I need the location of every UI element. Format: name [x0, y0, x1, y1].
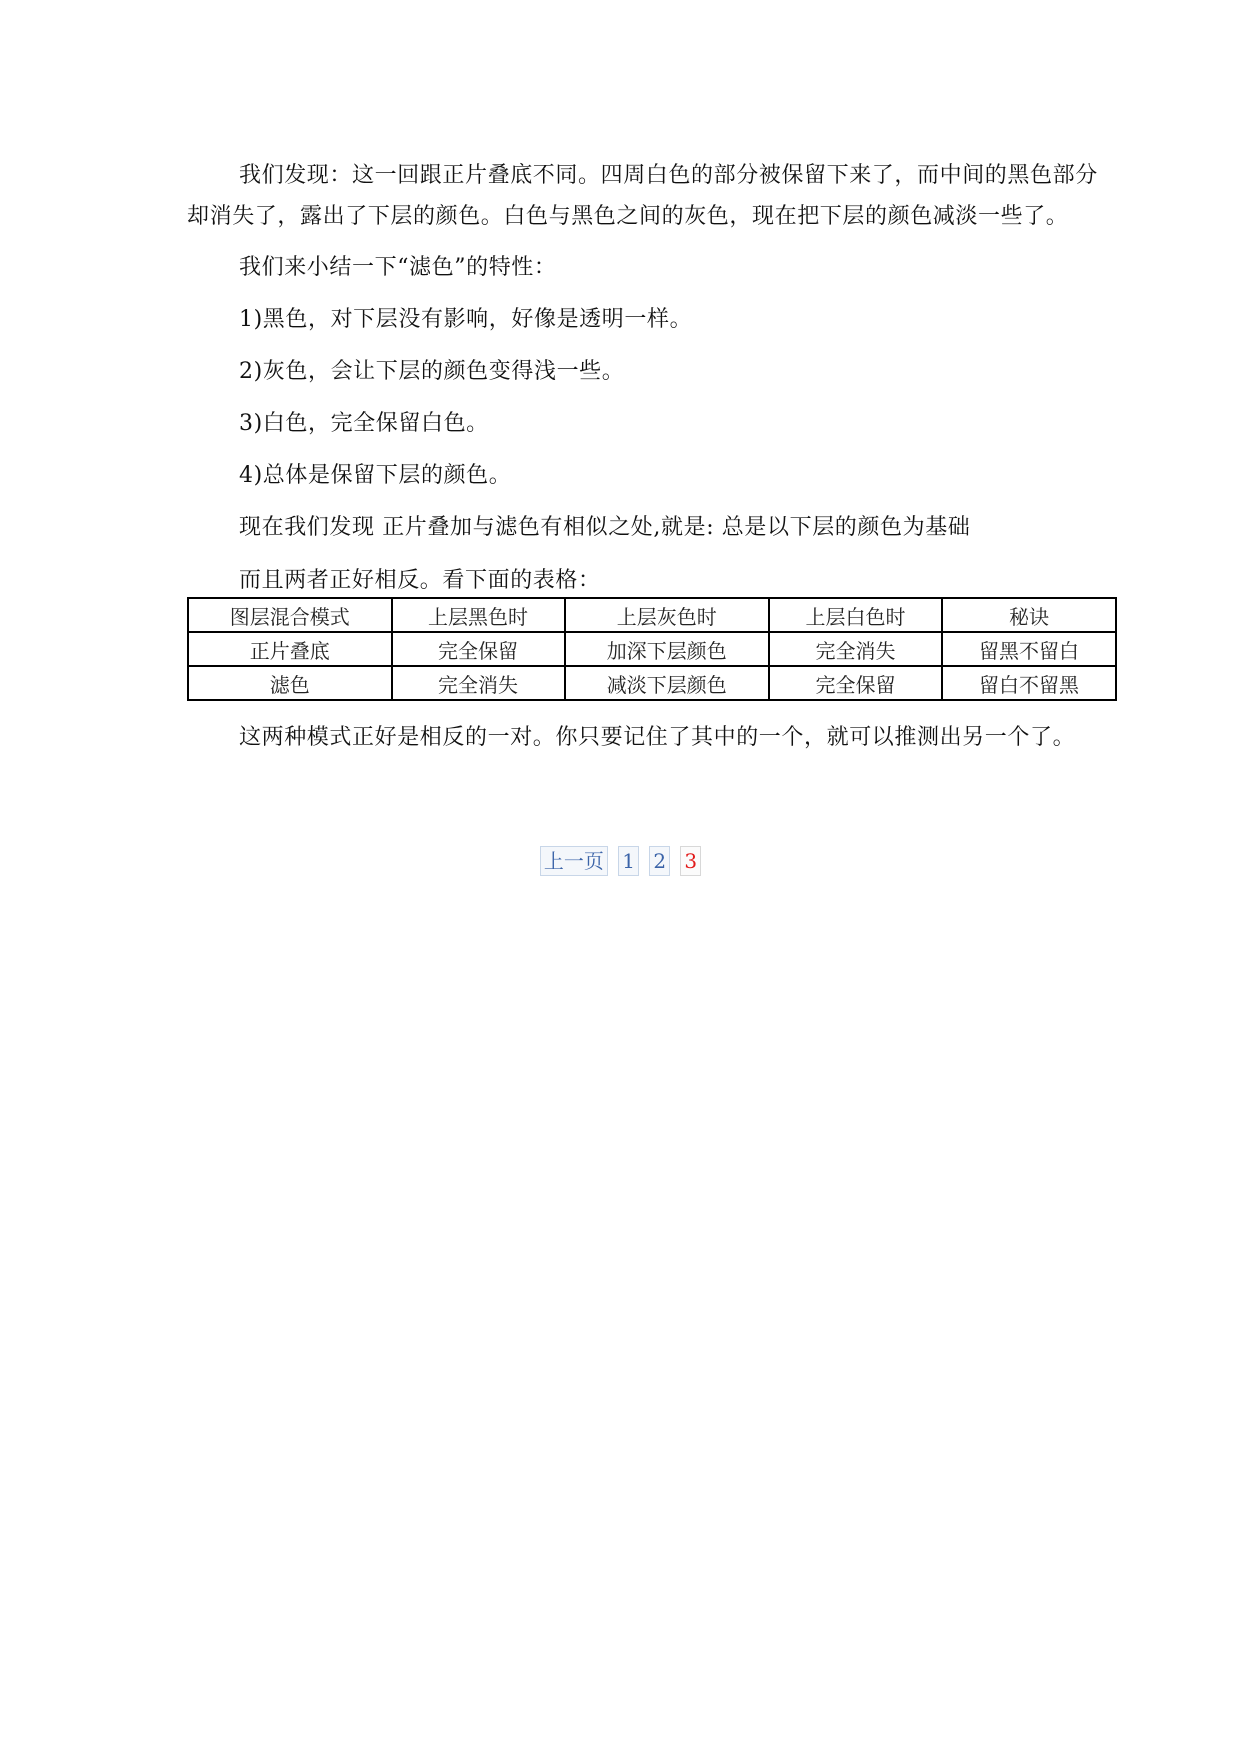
- pagination: [0, 846, 1241, 876]
- table-cell: 留白不留黑: [942, 666, 1116, 700]
- paragraph-similarity: 现在我们发现 正片叠加与滤色有相似之处,就是: 总是以下层的颜色为基础: [239, 515, 971, 540]
- page-link-current: 3: [680, 846, 701, 876]
- paragraph-conclusion: 这两种模式正好是相反的一对。你只要记住了其中的一个，就可以推测出另一个了。: [239, 725, 1076, 750]
- table-cell: 加深下层颜色: [565, 632, 769, 666]
- table-cell: 完全保留: [769, 666, 942, 700]
- paragraph-summary-intro: 我们来小结一下“滤色”的特性：: [239, 255, 557, 280]
- table-header-cell: 上层灰色时: [565, 598, 769, 632]
- page-link-2[interactable]: 2: [649, 846, 670, 876]
- table-header-cell: 秘诀: [942, 598, 1116, 632]
- table-header-cell: 上层黑色时: [392, 598, 565, 632]
- table-header-cell: 上层白色时: [769, 598, 942, 632]
- document-body: [187, 155, 1117, 758]
- list-item-overall: 4)总体是保留下层的颜色。: [239, 463, 512, 488]
- table-cell: 完全保留: [392, 632, 565, 666]
- table-cell: 滤色: [188, 666, 392, 700]
- page-link-1[interactable]: 1: [618, 846, 639, 876]
- table-cell: 完全消失: [769, 632, 942, 666]
- list-item-white: 3)白色，完全保留白色。: [239, 411, 489, 436]
- table-header-cell: 图层混合模式: [188, 598, 392, 632]
- table-cell: 完全消失: [392, 666, 565, 700]
- table-row: [188, 632, 1116, 666]
- table-cell: 留黑不留白: [942, 632, 1116, 666]
- table-cell: 正片叠底: [188, 632, 392, 666]
- table-cell: 减淡下层颜色: [565, 666, 769, 700]
- list-item-black: 1)黑色，对下层没有影响，好像是透明一样。: [239, 307, 693, 332]
- paragraph-screen-observation: 我们发现：这一回跟正片叠底不同。四周白色的部分被保留下来了，而中间的黑色部分却消失了，露出了下层的颜色。白色与黑色之间的灰色，现在把下层的颜色减淡一些了。: [187, 163, 1098, 229]
- blend-mode-comparison-table: [187, 597, 1117, 701]
- paragraph-table-intro: 而且两者正好相反。看下面的表格：: [239, 568, 601, 593]
- table-header-row: [188, 598, 1116, 632]
- list-item-gray: 2)灰色，会让下层的颜色变得浅一些。: [239, 359, 625, 384]
- prev-page-link[interactable]: 上一页: [540, 846, 608, 876]
- table-row: [188, 666, 1116, 700]
